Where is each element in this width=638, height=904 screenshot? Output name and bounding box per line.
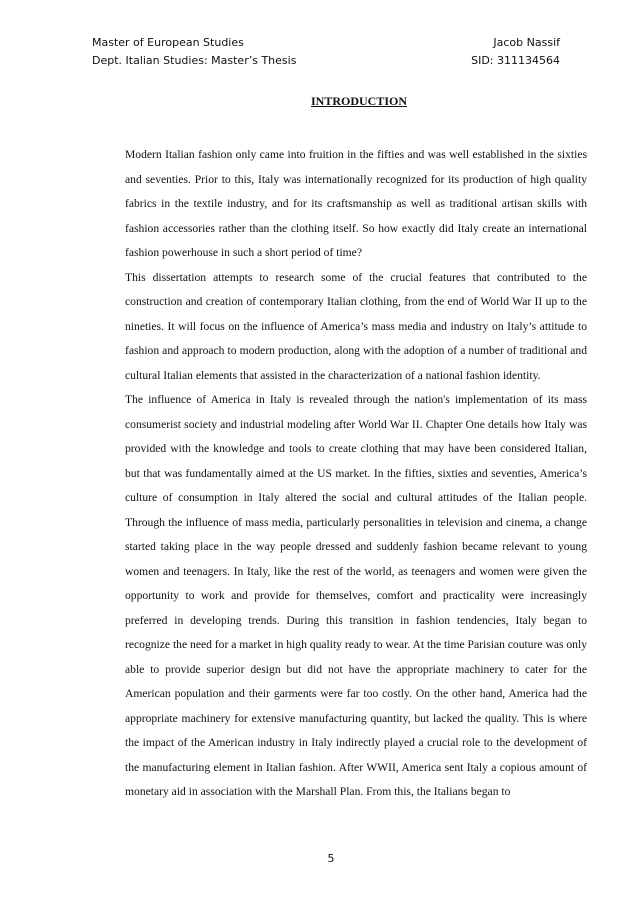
paragraph: This dissertation attempts to research some of the crucial features that contributed to the construction and creation of contemporary Italian clothing, from the end of World War II up to the nineties. It will focus on the influence of America’s mass media and industry on Italy’s attitude to fashion and approach to modern production, along with the adoption of a number of traditional and cultural Italian elements that assisted in the characterization of a national fashion identity. xyxy=(125,270,587,382)
section-title: INTRODUCTION xyxy=(310,94,407,108)
paragraph: The influence of America in Italy is revealed through the nation's implementation of its mass consumerist society and industrial modeling after World War II. Chapter One details how Italy was provided with the knowledge and tools to create clothing that may have been considered Italian, but that was fundamentally aimed at the US market. In the fifties, sixties and seventies, America’s culture of consumption in Italy altered the social and cultural attitudes of the Italian people. Through the influence of mass media, particularly personalities in television and cinema, a change started taking place in the way people dressed and suddenly fashion became relevant to young women and teenagers. In Italy, like the rest of the world, as teenagers and women were given the opportunity to work and provide for themselves, comfort and practicality were increasingly preferred in developing trends. During this transition in fashion tendencies, Italy began to recognize the need for a market in high quality ready to wear. At the time Parisian couture was only able to provide superior design but did not have the appropriate machinery to cater for the American population and their garments were far too costly. On the other hand, America had the appropriate machinery for extensive manufacturing quantity, but lacked the quality. This is where the impact of the American industry in Italy indirectly played a crucial role to the development of the manufacturing element in Italian fashion. After WWII, America sent Italy a copious amount of monetary aid in association with the Marshall Plan. From this, the Italians began to xyxy=(125,393,587,798)
header-student-id: SID: 311134564 xyxy=(471,54,560,67)
paragraph: Modern Italian fashion only came into fruition in the fifties and was well established in the sixties and seventies. Prior to this, Italy was internationally recognized for its production of high quality fabrics in the textile industry, and for its craftsmanship as well as traditional artisan skills with fashion accessories rather than the clothing itself. So how exactly did Italy create an international fashion powerhouse in such a short period of time? xyxy=(125,148,587,259)
header-author: Jacob Nassif xyxy=(493,36,560,49)
page-header xyxy=(92,34,560,70)
header-row-2 xyxy=(92,52,560,70)
page-number: 5 xyxy=(327,852,335,865)
header-program: Master of European Studies xyxy=(92,36,244,49)
header-department: Dept. Italian Studies: Master’s Thesis xyxy=(92,54,297,67)
body-text xyxy=(125,143,587,805)
header-row-1 xyxy=(92,34,560,52)
